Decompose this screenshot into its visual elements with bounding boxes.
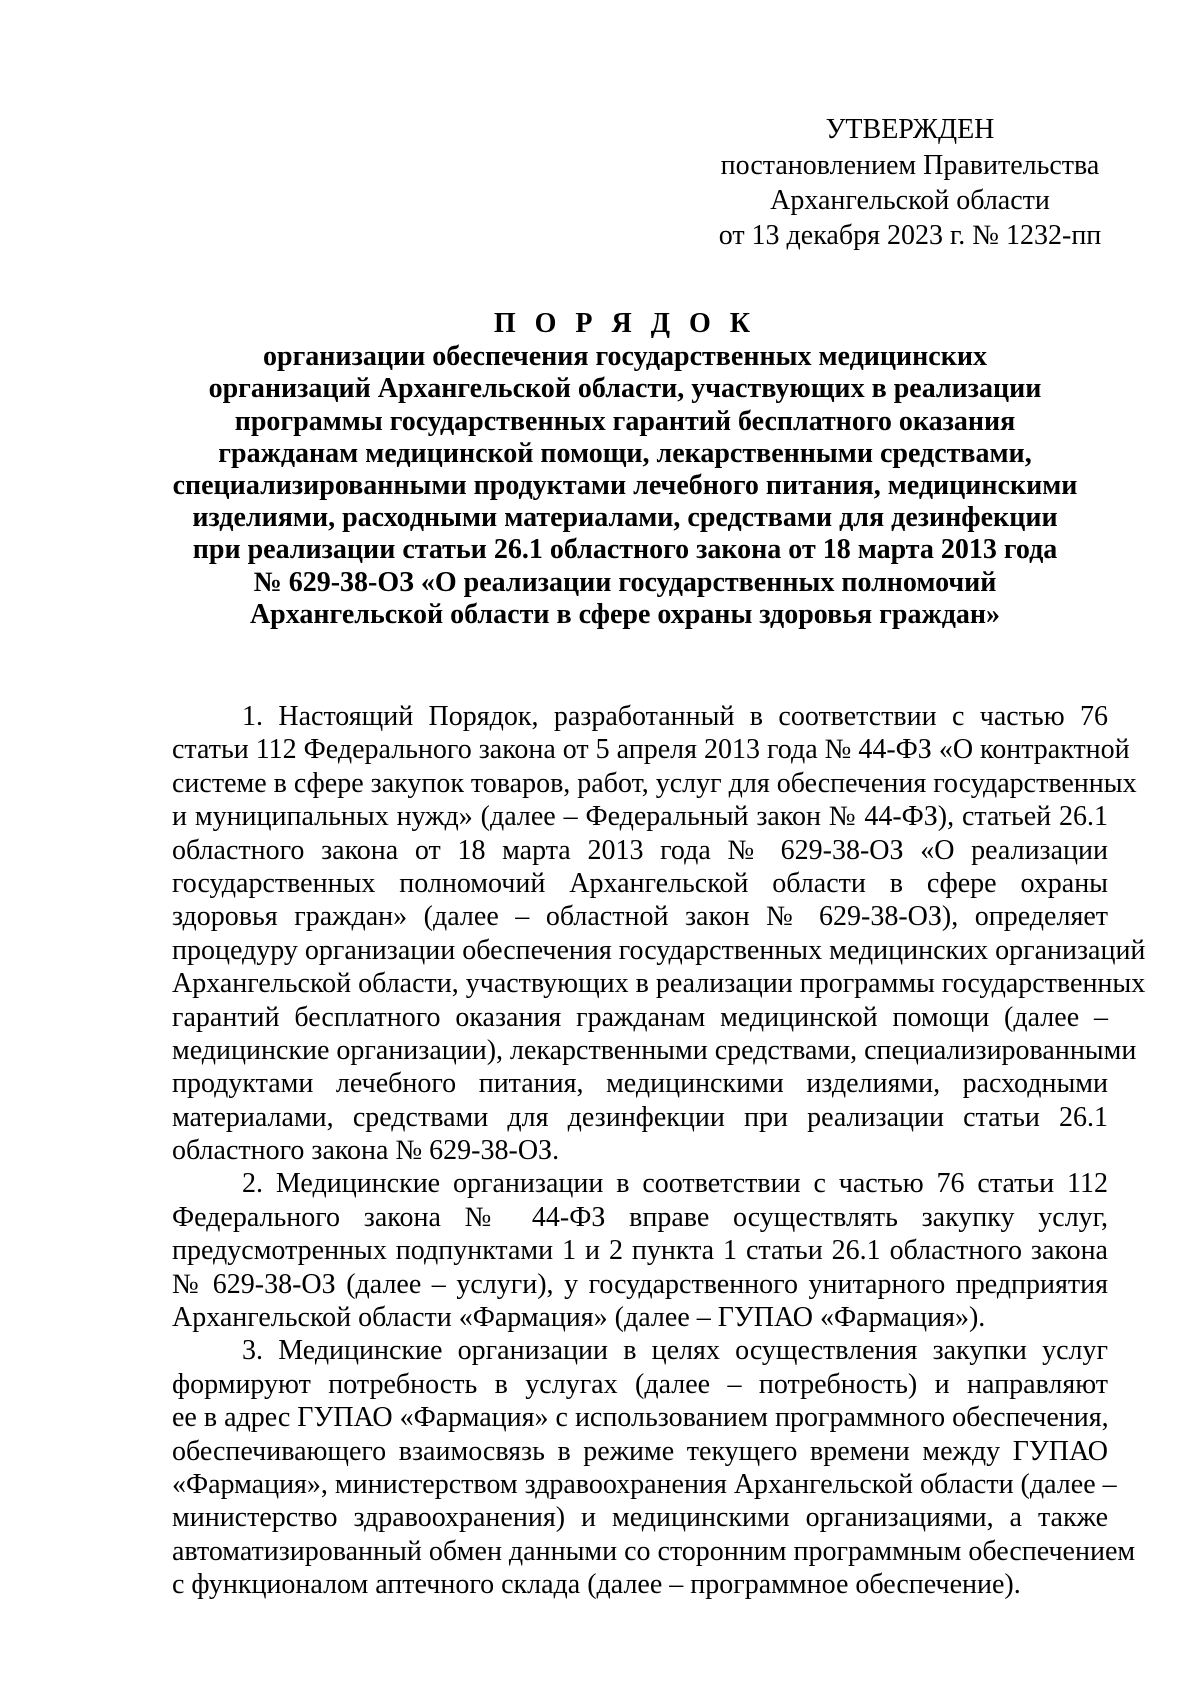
paragraph-line: материалами, средствами для дезинфекции при реализации статьи 26.1 [172,1101,1108,1133]
title-line: Архангельской области в сфере охраны здоровья граждан» [249,598,1001,630]
paragraph-line: 2. Медицинские организации в соответствии с частью 76 статьи 112 [242,1168,1108,1200]
title-line: при реализации статьи 26.1 областного закона от 18 марта 2013 года [192,534,1058,566]
title-line: изделиями, расходными материалами, средствами для дезинфекции [192,502,1058,534]
paragraph-line: продуктами лечебного питания, медицинскими изделиями, расходными [172,1068,1108,1100]
title-line: специализированными продуктами лечебного питания, медицинскими [172,470,1078,502]
paragraph-1 [172,700,1146,1167]
paragraph-line: автоматизированный обмен данными со сторонним программным обеспечением [172,1535,1136,1567]
title-line: организаций Архангельской области, участвующих в реализации [208,373,1042,405]
paragraph-line: системе в сфере закупок товаров, работ, услуг для обеспечения государственных [172,767,1137,799]
paragraph-line: предусмотренных подпунктами 1 и 2 пункта 1 статьи 26.1 областного закона [172,1235,1108,1267]
title-line: № 629-38-ОЗ «О реализации государственных полномочий [253,566,997,598]
paragraph-line: здоровья граждан» (далее – областной закон № 629-38-ОЗ), определяет [172,901,1108,933]
paragraph-line: и муниципальных нужд» (далее – Федеральный закон № 44-ФЗ), статьей 26.1 [172,801,1108,833]
paragraph-2 [172,1167,1108,1334]
title-line: гражданам медицинской помощи, лекарственными средствами, [218,437,1032,469]
title-heading: П О Р Я Д О К [493,308,757,339]
paragraph-line: министерство здравоохранения) и медицинскими организациями, а также [172,1502,1108,1534]
paragraph-line: обеспечивающего взаимосвязь в режиме текущего времени между ГУПАО [172,1435,1108,1467]
approval-stamp [700,112,1120,253]
document-title [160,308,1090,631]
paragraph-line: областного закона № 629-38-ОЗ. [172,1135,560,1167]
title-line: организации обеспечения государственных медицинских [263,341,987,373]
paragraph-line: Архангельской области «Фармация» (далее – ГУПАО «Фармация»). [172,1302,986,1334]
paragraph-line: ее в адрес ГУПАО «Фармация» с использованием программного обеспечения, [172,1402,1109,1434]
paragraph-line: с функционалом аптечного склада (далее – программное обеспечение). [172,1569,1021,1601]
paragraph-line: процедуру организации обеспечения государственных медицинских организаций [172,934,1146,966]
approval-title: УТВЕРЖДЕН [825,114,995,145]
approval-line: постановлением Правительства [720,150,1100,181]
document-body [172,700,1146,1602]
paragraph-line: гарантий бесплатного оказания гражданам медицинской помощи (далее – [172,1001,1108,1033]
paragraph-line: формируют потребность в услугах (далее – потребность) и направляют [172,1368,1108,1400]
paragraph-line: областного закона от 18 марта 2013 года № 629-38-ОЗ «О реализации [172,834,1108,866]
paragraph-line: Архангельской области, участвующих в реализации программы государственных [172,968,1146,1000]
paragraph-line: государственных полномочий Архангельской области в сфере охраны [172,867,1108,899]
approval-line: от 13 декабря 2023 г. № 1232-пп [718,220,1102,251]
paragraph-line: медицинские организации), лекарственными средствами, специализированными [172,1034,1137,1066]
paragraph-3 [172,1334,1136,1601]
paragraph-line: 1. Настоящий Порядок, разработанный в соответствии с частью 76 [242,701,1108,732]
paragraph-line: Федерального закона № 44-ФЗ вправе осуществлять закупку услуг, [172,1201,1108,1233]
paragraph-line: 3. Медицинские организации в целях осуществления закупки услуг [242,1335,1108,1367]
paragraph-line: статьи 112 Федерального закона от 5 апреля 2013 года № 44-ФЗ «О контрактной [172,734,1130,766]
title-line: программы государственных гарантий бесплатного оказания [234,405,1016,437]
paragraph-line: № 629-38-ОЗ (далее – услуги), у государственного унитарного предприятия [172,1268,1108,1300]
paragraph-line: «Фармация», министерством здравоохранения Архангельской области (далее – [172,1468,1117,1500]
approval-line: Архангельской области [770,185,1050,216]
